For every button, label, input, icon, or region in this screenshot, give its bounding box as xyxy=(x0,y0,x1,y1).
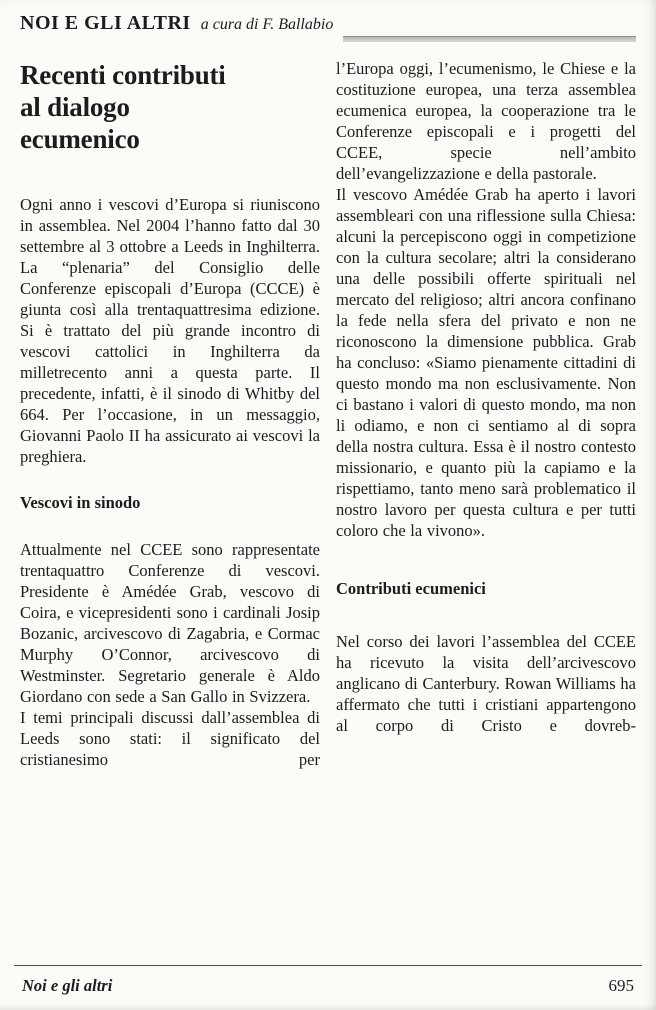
page-header xyxy=(20,12,636,46)
article-title: Recenti contributi al dialogo ecumenico xyxy=(20,60,226,154)
header-rule xyxy=(343,36,636,42)
two-column-layout xyxy=(20,56,636,770)
section-masthead: NOI E GLI ALTRI xyxy=(20,12,191,34)
paragraph: Il vescovo Amédée Grab ha aperto i lavori assembleari con una riflessione sulla Chiesa: alcuni la percepiscono oggi in competizione con la cultura secolare; altri la considerano una delle possibili offerte spirituali nel mercato del religioso; altri ancora confinano la fede nella sfera del privato e non ne riconoscono la dimensione pubblica. Grab ha concluso: «Siamo pienamente cittadini di questo mondo ma non esclusivamente. Non ci bastano i valori di questo mondo, ma non li odiamo, e non ci sentiamo al di sopra della nostra cultura. Essa è il nostro contesto missionario, e quanto più la capiamo e la rispettiamo, tanto meno sarà problematico il nostro lavoro per questa cultura e per tutti coloro che la vivono». xyxy=(336,185,636,540)
footer-rule xyxy=(14,965,642,966)
paragraph: I temi principali discussi dall’assemblea di Leeds sono stati: il significato del cristianesimo per xyxy=(20,707,320,769)
paragraph: l’Europa oggi, l’ecumenismo, le Chiese e la costituzione europea, una terza assemblea ecumenica europea, la cooperazione tra le Conferenze episcopali e i progetti del CCEE, specie nell’ambito dell’evangelizzazione e della pastorale. xyxy=(336,59,636,183)
paragraph: Nel corso dei lavori l’assemblea del CCEE ha ricevuto la visita dell’arcivescovo anglicano di Canterbury. Rowan Williams ha affermato che tutti i cristiani appartengono al corpo di Cristo e dovreb- xyxy=(336,632,636,735)
paragraph: Attualmente nel CCEE sono rappresentate trentaquattro Conferenze di vescovi. Presidente è Amédée Grab, vescovo di Coira, e vicepresidenti sono i cardinali Josip Bozanic, arcivescovo di Zagabria, e Cormac Murphy O’Connor, arcivescovo di Westminster. Segretario generale è Aldo Giordano con sede a San Gallo in Svizzera. xyxy=(20,539,320,706)
footer-row xyxy=(14,976,642,996)
left-column xyxy=(20,56,320,770)
section-heading-contributi-ecumenici: Contributi ecumenici xyxy=(336,579,486,598)
section-heading-vescovi-in-sinodo: Vescovi in sinodo xyxy=(20,492,141,512)
page-number: 695 xyxy=(608,976,634,995)
journal-title: Noi e gli altri xyxy=(22,976,113,995)
editor-byline: a cura di F. Ballabio xyxy=(200,16,334,33)
paragraph: Ogni anno i vescovi d’Europa si riuniscono in assemblea. Nel 2004 l’hanno fatto dal 30 settembre al 3 ottobre a Leeds in Inghilterra. La “plenaria” del Consiglio delle Conferenze episcopali d’Europa (CCCE) è giunta così alla trentaquattresima edizione. Si è trattato del più grande incontro di vescovi cattolici in Inghilterra da milletrecento anni a questa parte. Il precedente, infatti, è il sinodo di Whitby del 664. Per l’occasione, in un messaggio, Giovanni Paolo II ha assicurato ai vescovi la preghiera. xyxy=(20,194,320,466)
page-footer xyxy=(0,965,656,996)
right-column xyxy=(336,56,636,770)
